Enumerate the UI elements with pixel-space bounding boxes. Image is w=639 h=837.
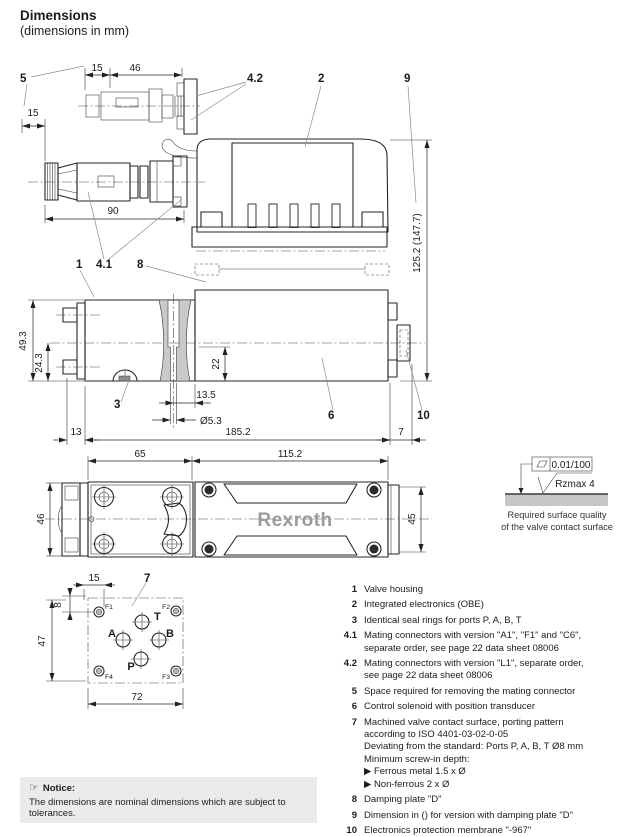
surface-quality-symbol <box>501 457 613 532</box>
label-port-b: B <box>166 628 174 640</box>
dim-15-top: 15 <box>91 63 103 74</box>
valve-side-view <box>22 73 432 381</box>
callout-6: 6 <box>328 410 335 422</box>
page-title: Dimensions <box>20 8 97 23</box>
legend-item: 7 Machined valve contact surface, porting pattern according to ISO 4401-03-02-0-05 Deviating from the standard: Ports P, A, B, T Ø8 mm Minimum screw-in depth: ▶ Ferrous metal 1.5 x Ø ▶ Non-ferrous 2 x Ø <box>351 716 584 790</box>
label-port-p: P <box>127 661 135 673</box>
roughness-value: Rzmax 4 <box>555 479 595 490</box>
legend-item: 2 Integrated electronics (OBE) <box>351 599 484 611</box>
callout-4-1: 4.1 <box>96 259 112 271</box>
leader-arrow <box>519 488 524 494</box>
notice-label: Notice: <box>42 783 76 794</box>
dim-45: 45 <box>407 513 418 525</box>
callout-10: 10 <box>417 410 430 422</box>
valve-section-view <box>18 290 430 445</box>
callout-9: 9 <box>404 73 411 85</box>
dim-47: 47 <box>37 635 48 647</box>
dim-24-3: 24.3 <box>34 353 45 373</box>
dim-65: 65 <box>134 449 146 460</box>
legend-item: 1 Valve housing <box>351 584 423 595</box>
dim-46-width: 46 <box>36 513 47 525</box>
mounting-screws <box>92 485 184 556</box>
flatness-value: 0.01/100 <box>551 460 591 471</box>
dim-height-total: 125.2 (147.7) <box>412 213 423 273</box>
dim-13-5: 13.5 <box>196 390 216 401</box>
label-port-a: A <box>108 628 116 640</box>
callout-2: 2 <box>318 73 325 85</box>
dim-13: 13 <box>70 427 82 438</box>
legend-item: 6 Control solenoid with position transducer <box>351 701 536 713</box>
legend <box>336 584 636 837</box>
top-view <box>36 449 432 557</box>
surface-bar <box>505 494 608 506</box>
page-subtitle: (dimensions in mm) <box>20 24 130 38</box>
notice-hand-icon: ☞ <box>29 782 39 794</box>
dim-15-left: 15 <box>27 108 39 119</box>
dim-90: 90 <box>107 206 119 217</box>
surface-caption-2: of the valve contact surface <box>501 522 613 532</box>
callout-5: 5 <box>20 73 27 85</box>
label-f1: F1 <box>105 604 113 611</box>
dim-7: 7 <box>398 427 404 438</box>
dim-72: 72 <box>131 692 143 703</box>
callout-1: 1 <box>76 259 83 271</box>
surface-caption-1: Required surface quality <box>507 510 607 520</box>
callout-3: 3 <box>114 399 121 411</box>
notice-text: The dimensions are nominal dimensions which are subject to tolerances. <box>29 796 286 819</box>
brand-logo: Rexroth <box>257 510 333 531</box>
label-port-t: T <box>154 611 161 623</box>
callout-7: 7 <box>144 573 151 585</box>
legend-item: 4.1 Mating connectors with version "A1", "F1" and "C6", separate order, see page 22 data sheet 08006 <box>343 630 582 654</box>
dim-115-2: 115.2 <box>277 449 303 460</box>
dim-5-3: Ø5.3 <box>200 416 222 427</box>
dim-185-2: 185.2 <box>225 427 251 438</box>
flatness-icon <box>537 461 547 467</box>
dim-49-3: 49.3 <box>18 331 29 351</box>
callout-8: 8 <box>137 259 144 271</box>
legend-item: 5 Space required for removing the mating connector <box>351 685 576 697</box>
legend-item: 9 Dimension in () for version with damping plate "D" <box>351 809 573 821</box>
porting-pattern-view <box>37 573 183 709</box>
legend-item: 8 Damping plate "D" <box>351 794 442 806</box>
legend-item: 10 Electronics protection membrane "-967" <box>346 824 532 836</box>
label-f3: F3 <box>162 674 170 681</box>
legend-item: 3 Identical seal rings for ports P, A, B, T <box>351 614 522 626</box>
notice-box <box>20 777 317 823</box>
label-f2: F2 <box>162 604 170 611</box>
connector-removal-view <box>20 63 263 134</box>
dim-15-port: 15 <box>88 573 100 584</box>
dim-8: 8 <box>53 602 64 608</box>
callout-4-2: 4.2 <box>247 73 263 85</box>
legend-item: 4.2 Mating connectors with version "L1", separate order, see page 22 data sheet 08006 <box>343 658 584 682</box>
dim-22: 22 <box>211 358 222 370</box>
label-f4: F4 <box>105 674 113 681</box>
dim-46-top: 46 <box>129 63 141 74</box>
